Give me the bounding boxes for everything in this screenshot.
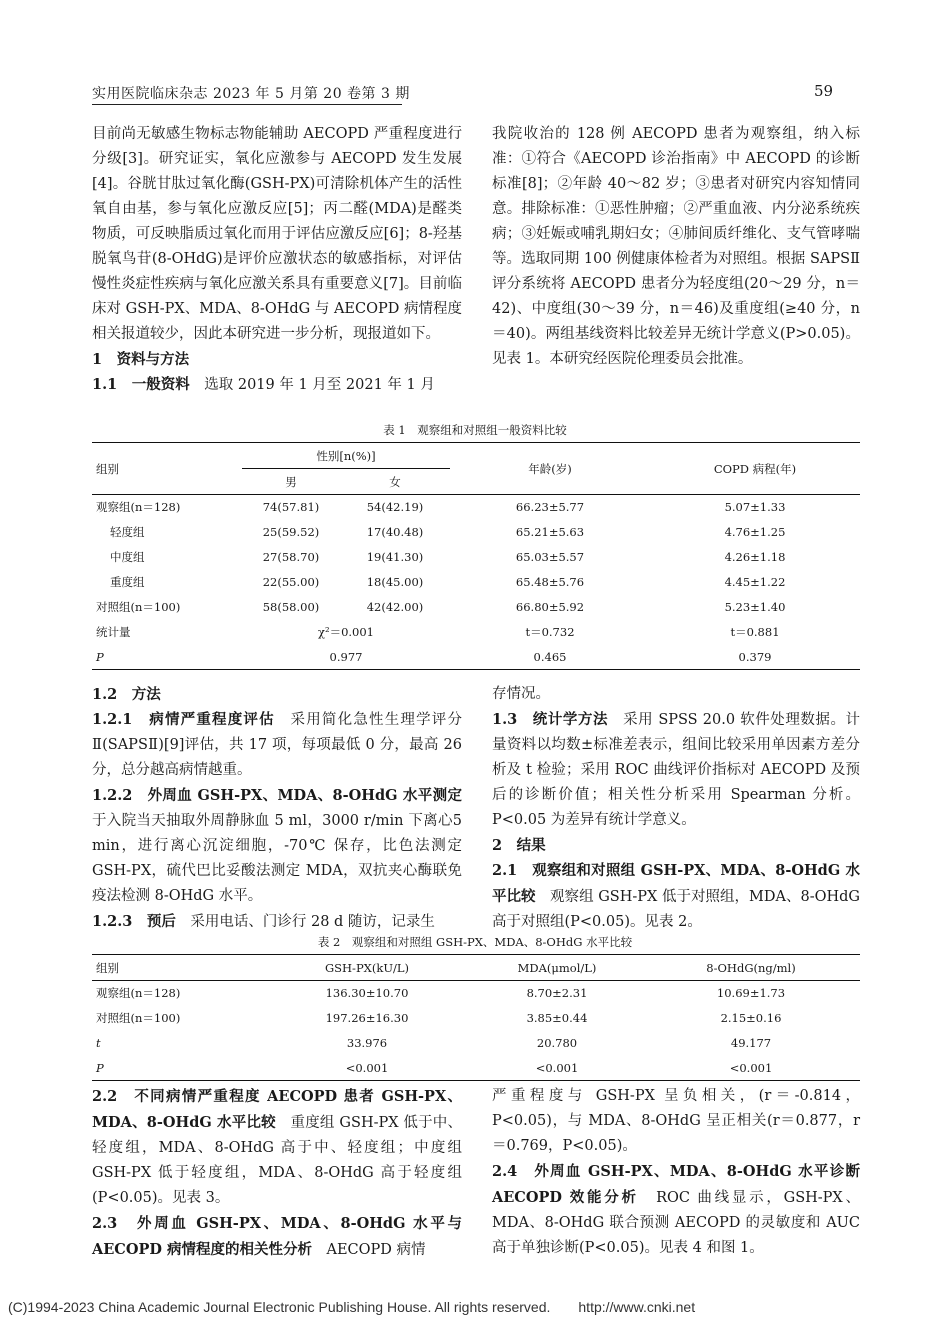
table-row: 重度组 22(55.00) 18(45.00) 65.48±5.76 4.45±1.22 (110, 575, 786, 589)
page-number: 59 (814, 82, 834, 100)
section-2-heading: 2 结果 (492, 837, 546, 854)
table-row: P 0.977 0.465 0.379 (92, 645, 860, 670)
right-column-intro (492, 122, 860, 372)
table-row: 对照组(n＝100) 197.26±16.30 3.85±0.44 2.15±0.16 (96, 1011, 782, 1025)
table1-title: 表 1 观察组和对照组一般资料比较 (383, 423, 567, 437)
table1-header-course: COPD 病程(年) (713, 461, 797, 476)
copyright-footer: (C)1994-2023 China Academic Journal Electronic Publishing House. All rights reserved. http://www.cnki.net (8, 1299, 696, 1315)
section-2-4: 2.4 外周血 GSH-PX、MDA、8-OHdG 水平诊断 AECOPD 效能分析 ROC 曲线显示，GSH-PX、MDA、8-OHdG 联合预测 AECOPD 的灵敏度和 AUC 高于单独诊断(P<0.05)。见表 4 和图 1。 (492, 1163, 861, 1256)
table-row: 观察组(n＝128) 136.30±10.70 8.70±2.31 10.69±1.73 (96, 986, 786, 1001)
intro-paragraph: 目前尚无敏感生物标志物能辅助 AECOPD 严重程度进行分级[3]。研究证实，氧化应激参与 AECOPD 发生发展[4]。谷胱甘肽过氧化酶(GSH-PX)可清除机体产生的活性氧自由基，参与氧化应激反应[5]；丙二醛(MDA)是醛类物质，可反映脂质过氧化而用于评估应激反应[6]；8-羟基脱氧鸟苷(8-OHdG)是评价应激状态的敏感指标，对评估慢性炎症性疾病与氧化应激关系具有重要意义[7]。目前临床对 GSH-PX、MDA、8-OHdG 与 AECOPD 病情程度相关报道较少，因此本研究进一步分析，现报道如下。 (92, 126, 462, 342)
left-column-intro (92, 122, 462, 398)
section-2-1: 2.1 观察组和对照组 GSH-PX、MDA、8-OHdG 水平比较 观察组 GSH-PX 低于对照组，MDA、8-OHdG 高于对照组(P<0.05)。见表 2。 (492, 862, 861, 930)
table-row: 中度组 27(58.70) 19(41.30) 65.03±5.57 4.26±1.18 (110, 550, 786, 564)
left-column-results (92, 1084, 462, 1263)
table2 (92, 954, 860, 1081)
right-column-results: 严重程度与 GSH-PX 呈负相关，(r＝-0.814，P<0.05)，与 MDA、8-OHdG 呈正相关(r＝0.877，r＝0.769，P<0.05)。 2.4 外周血 GSH-PX、MDA、8-OHdG 水平诊断 AECOPD 效能分析 ROC 曲线显示，GSH-PX、MDA、8-OHdG 联合预测 AECOPD 的灵敏度和 AUC 高于单独诊断(P<0.05)。见表 4 和图 1。 (492, 1084, 860, 1261)
section-1-1 (92, 372, 462, 398)
section-2-2: 2.2 不同病情严重程度 AECOPD 患者 GSH-PX、MDA、8-OHdG 水平比较 重度组 GSH-PX 低于中、轻度组，MDA、8-OHdG 高于中、轻度组；中度组 GSH-PX 低于轻度组，MDA、8-OHdG 高于轻度组(P<0.05)。见表 3。 (92, 1088, 462, 1206)
table-row: 对照组(n＝100) 58(58.00) 42(42.00) 66.80±5.92 5.23±1.40 (96, 600, 786, 614)
section-1-1-heading: 1.1 一般资料 (92, 376, 190, 393)
table-row: 轻度组 25(59.52) 17(40.48) 65.21±5.63 4.76±1.25 (110, 525, 786, 539)
section-1-2-2: 1.2.2 外周血 GSH-PX、MDA、8-OHdG 水平测定 于入院当天抽取外周静脉血 5 ml，3000 r/min 下离心5 min，进行离心沉淀细胞，-70℃ 保存，比色法测定 GSH-PX，硫代巴比妥酸法测定 MDA，双抗夹心酶联免疫法检测 8-OHdG 水平。 (92, 787, 462, 904)
table1-header-male: 男 (285, 474, 297, 489)
table2-title: 表 2 观察组和对照组 GSH-PX、MDA、8-OHdG 水平比较 (317, 935, 633, 949)
table-row: 观察组(n＝128) 74(57.81) 54(42.19) 66.23±5.77 5.07±1.33 (92, 495, 860, 520)
table1-header-sex: 性别[n(%)] (242, 443, 450, 469)
section-2-3: 2.3 外周血 GSH-PX、MDA、8-OHdG 水平与 AECOPD 病情程度的相关性分析 AECOPD 病情 (92, 1215, 462, 1258)
table1-header-female: 女 (389, 474, 401, 489)
section-1-2-1: 1.2.1 病情严重程度评估 采用简化急性生理学评分Ⅱ(SAPSⅡ)[9]评估，共 17 项，每项最低 0 分，最高 26 分，总分越高病情越重。 (92, 711, 462, 778)
header-rule (92, 104, 402, 105)
table-row: 统计量 χ²＝0.001 t＝0.732 t＝0.881 (96, 625, 780, 639)
section-1-3: 1.3 统计学方法 采用 SPSS 20.0 软件处理数据。计量资料以均数±标准差表示，组间比较采用单因素方差分析及 t 检验；采用 ROC 曲线评价指标对 AECOPD 及预后的诊断价值；相关性分析采用 Spearman 分析。P<0.05 为差异有统计学意义。 (492, 711, 860, 828)
right-column-methods: 存情况。 1.3 统计学方法 采用 SPSS 20.0 软件处理数据。计量资料以均数±标准差表示，组间比较采用单因素方差分析及 t 检验；采用 ROC 曲线评价指标对 AECOPD 及预后的诊断价值；相关性分析采用 Spearman 分析。P<0.05 为差异有统计学意义。 2 结果 2.1 观察组和对照组 GSH-PX、MDA、8-OHdG 水平比较 观察组 GSH-PX 低于对照组，MDA、8-OHdG 高于对照组(P<0.05)。见表 2。 (492, 682, 860, 935)
table-row: P <0.001 <0.001 <0.001 (92, 1056, 860, 1081)
section-1-2-3: 1.2.3 预后 采用电话、门诊行 28 d 随访，记录生 (92, 913, 435, 930)
journal-header: 实用医院临床杂志 2023 年 5 月第 20 卷第 3 期 (92, 86, 410, 102)
table1 (92, 442, 860, 670)
inclusion-paragraph: 我院收治的 128 例 AECOPD 患者为观察组，纳入标准：①符合《AECOPD 诊治指南》中 AECOPD 的诊断标准[8]；②年龄 40～82 岁；③患者对研究内容知情同意。排除标准：①恶性肿瘤；②严重血液、内分泌系统疾病；③妊娠或哺乳期妇女；④肺间质纤维化、支气管哮喘等。选取同期 100 例健康体检者为对照组。根据 SAPSⅡ评分系统将 AECOPD 患者分为轻度组(20～29 分，n＝42)、中度组(30～39 分，n＝46)及重度组(≥40 分，n＝40)。两组基线资料比较差异无统计学意义(P>0.05)。见表 1。本研究经医院伦理委员会批准。 (492, 126, 860, 367)
table2-header-row: 组别 GSH-PX(kU/L) MDA(μmol/L) 8-OHdG(ng/ml) (92, 955, 860, 981)
table1-header-age: 年龄(岁) (528, 461, 572, 476)
section-1-2-heading: 1.2 方法 (92, 686, 161, 703)
table1-header-group: 组别 (96, 461, 119, 476)
section-1-heading: 1 资料与方法 (92, 351, 190, 368)
section-1-1-text: 选取 2019 年 1 月至 2021 年 1 月 (204, 377, 435, 393)
left-column-methods (92, 682, 462, 935)
table-row: t 33.976 20.780 49.177 (96, 1036, 772, 1050)
